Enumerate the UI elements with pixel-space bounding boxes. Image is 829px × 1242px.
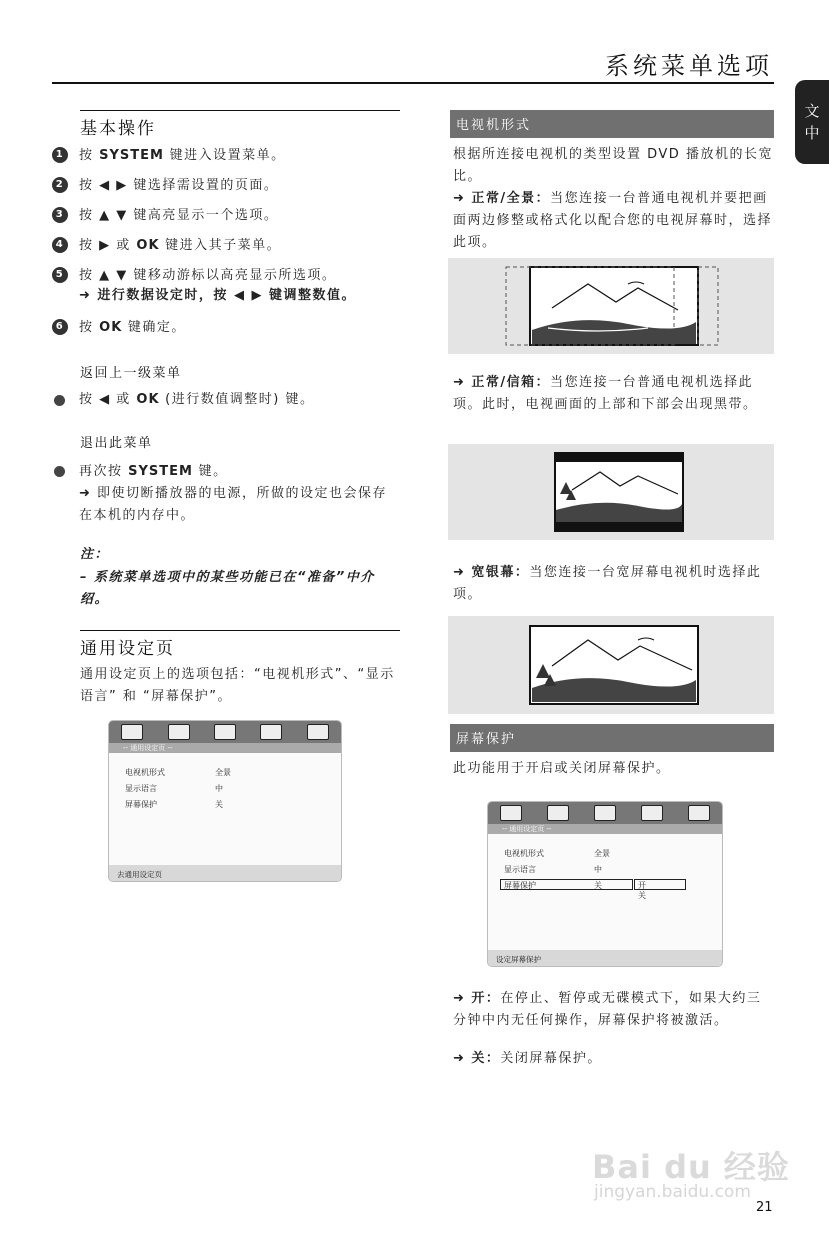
exit-keyword: SYSTEM [128, 464, 193, 479]
pan-scan-illustration [448, 258, 774, 354]
general-rule [80, 630, 400, 631]
step-number: 4 [52, 237, 68, 253]
step-number: 6 [52, 319, 68, 335]
watermark-url: jingyan.baidu.com [594, 1182, 751, 1202]
menu-row-value: 全景 [215, 768, 231, 777]
menu-row-label: 显示语言 [125, 784, 157, 793]
step-6 [52, 318, 392, 338]
step-text: 按 ▶ 或 [79, 238, 137, 253]
exit-menu-item [52, 461, 392, 527]
menu-icon-bar [488, 802, 722, 824]
wide-screen-illustration [448, 616, 774, 714]
step-number: 2 [52, 177, 68, 193]
option-text: 在停止、暂停或无碟模式下，如果大约三分钟中内无任何操作，屏幕保护将被激活。 [453, 991, 762, 1028]
settings-menu-screenshot [108, 720, 342, 882]
landscape-wide-image [448, 616, 774, 714]
screen-saver-desc: 此功能用于开启或关闭屏幕保护。 [453, 761, 671, 776]
basic-ops-rule [80, 110, 400, 111]
option-text: 当您连接一台普通电视机并要把画面两边修整或格式化以配合您的电视屏幕时，选择此项。 [453, 191, 773, 250]
menu-icon-bar [109, 721, 341, 743]
option-label: ➜ 正常/全景： [453, 191, 551, 206]
menu-row-value: 中 [215, 784, 223, 793]
menu-footer: 去通用设定页 [109, 865, 341, 881]
step-keyword: OK [136, 238, 160, 253]
back-menu-title: 返回上一级菜单 [80, 366, 182, 381]
step-text: 按 ▲ ▼ 键高亮显示一个选项。 [79, 208, 279, 223]
option-label: ➜ 关： [453, 1051, 501, 1066]
video-setup-icon [260, 724, 282, 740]
step-keyword: SYSTEM [99, 148, 164, 163]
header-rule [52, 82, 774, 84]
landscape-pan-scan-image [448, 258, 774, 354]
menu-row-label: 屏幕保护 [504, 881, 536, 890]
back-keyword: OK [136, 392, 160, 407]
bullet-icon [54, 395, 65, 406]
menu-row-label: 电视机形式 [504, 849, 544, 858]
exit-note: ➜ 即使切断播放器的电源，所做的设定也会保存在本机的内存中。 [79, 486, 388, 523]
step-5 [52, 266, 392, 306]
option-letterbox [453, 372, 773, 416]
menu-row-value: 关 [594, 881, 602, 890]
step-text: 按 ◀ ▶ 键选择需设置的页面。 [79, 178, 279, 193]
language-tab-char-1: 文 [804, 102, 820, 120]
screen-saver-menu-screenshot [487, 801, 723, 967]
step-text-end: 键进入设置菜单。 [163, 148, 286, 163]
general-setup-icon [500, 805, 522, 821]
general-page-desc: 通用设定页上的选项包括：“电视机形式”、“显示语言” 和 “屏幕保护”。 [80, 667, 395, 704]
step-3 [52, 206, 392, 226]
general-setup-icon [121, 724, 143, 740]
option-text: 关闭屏幕保护。 [500, 1051, 602, 1066]
option-pan-scan [453, 188, 773, 254]
note-label: 注： [80, 547, 110, 562]
option-text: 当您连接一台宽屏幕电视机时选择此项。 [453, 565, 762, 602]
landscape-letterbox-image [448, 444, 774, 540]
option-on [453, 988, 773, 1032]
option-label: ➜ 开： [453, 991, 501, 1006]
step-number: 3 [52, 207, 68, 223]
menu-row-value: 关 [215, 800, 223, 809]
step-2 [52, 176, 392, 196]
option-wide-screen [453, 562, 773, 606]
step-number: 1 [52, 147, 68, 163]
menu-row-label: 电视机形式 [125, 768, 165, 777]
exit-menu-title: 退出此菜单 [80, 436, 153, 451]
step-number: 5 [52, 267, 68, 283]
note-text: – 系统菜单选项中的某些功能已在“准备”中介绍。 [80, 570, 375, 607]
option-text: 当您连接一台普通电视机选择此项。此时，电视画面的上部和下部会出现黑带。 [453, 375, 758, 412]
exit-text-end: 键。 [192, 464, 228, 479]
menu-row-label: 屏幕保护 [125, 800, 157, 809]
bullet-icon [54, 466, 65, 477]
lock-icon [688, 805, 710, 821]
back-text: 按 ◀ 或 [79, 392, 137, 407]
lock-icon [307, 724, 329, 740]
popup-option-off: 关 [638, 891, 646, 900]
step-text: 按 ▲ ▼ 键移动游标以高亮显示所选项。 [79, 268, 337, 283]
back-menu-item [52, 390, 392, 410]
watermark-brand: Bai du 经验 [592, 1148, 790, 1186]
language-tab-char-2: 中 [804, 124, 820, 142]
popup-option-on: 开 [634, 879, 686, 890]
step-text-end: 键确定。 [122, 320, 186, 335]
menu-footer: 设定屏幕保护 [488, 950, 722, 966]
menu-row-value: 全景 [594, 849, 610, 858]
step-text-end: 键进入其子菜单。 [159, 238, 282, 253]
tv-type-header: 电视机形式 [450, 110, 774, 138]
step-text: 按 [79, 148, 100, 163]
step-keyword: OK [99, 320, 123, 335]
video-setup-icon [641, 805, 663, 821]
tv-type-desc: 根据所连接电视机的类型设置 DVD 播放机的长宽比。 [453, 147, 773, 184]
basic-ops-title: 基本操作 [80, 119, 156, 139]
step-5-note: ➜ 进行数据设定时，按 ◀ ▶ 键调整数值。 [79, 288, 356, 303]
back-text-end: (进行数值调整时) 键。 [159, 392, 315, 407]
menu-row-label: 显示语言 [504, 865, 536, 874]
step-1 [52, 146, 392, 166]
general-page-title: 通用设定页 [80, 639, 175, 659]
exit-text: 再次按 [79, 464, 129, 479]
option-label: ➜ 正常/信箱： [453, 375, 551, 390]
option-off [453, 1048, 773, 1070]
page-number: 21 [756, 1200, 773, 1215]
dolby-setup-icon [214, 724, 236, 740]
menu-crumb: -- 通用设定页 -- [488, 824, 722, 834]
language-tab [795, 80, 829, 164]
page-title: 系统菜单选项 [605, 52, 773, 80]
step-4 [52, 236, 392, 256]
letterbox-illustration [448, 444, 774, 540]
menu-crumb: -- 通用设定页 -- [109, 743, 341, 753]
audio-setup-icon [547, 805, 569, 821]
menu-row-value: 中 [594, 865, 602, 874]
step-text: 按 [79, 320, 100, 335]
dolby-setup-icon [594, 805, 616, 821]
option-label: ➜ 宽银幕： [453, 565, 530, 580]
audio-setup-icon [168, 724, 190, 740]
screen-saver-header: 屏幕保护 [450, 724, 774, 752]
